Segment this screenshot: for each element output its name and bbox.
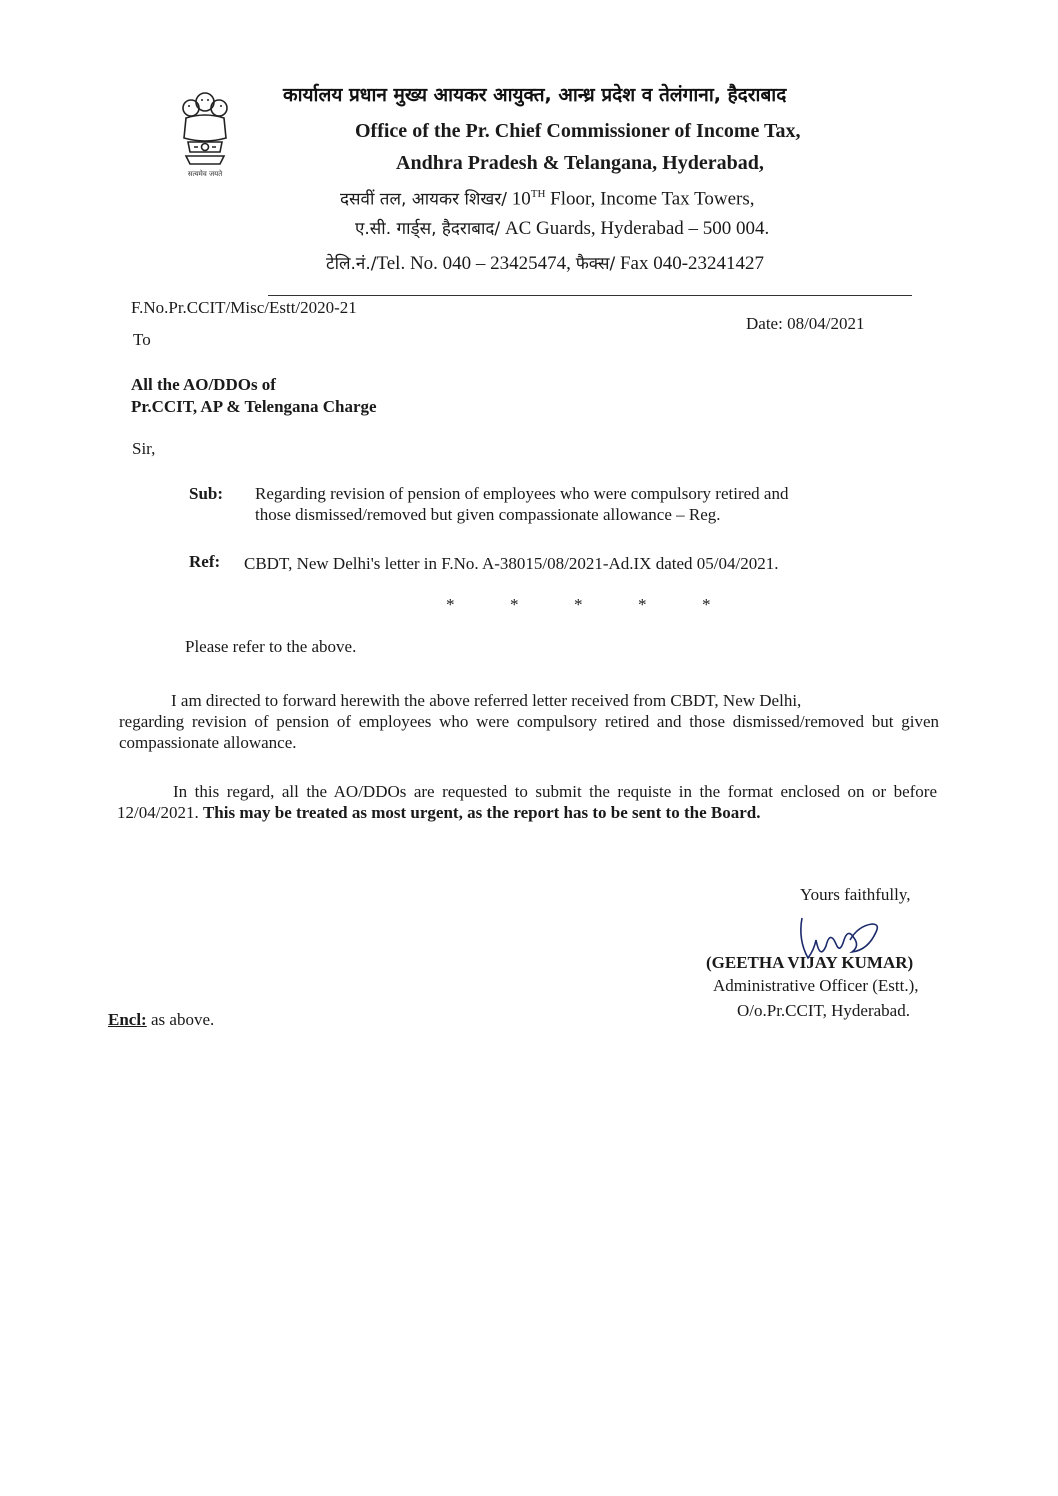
reference-label: Ref: bbox=[189, 552, 221, 571]
signatory-designation: Administrative Officer (Estt.), bbox=[713, 976, 919, 995]
emblem-icon bbox=[174, 84, 236, 184]
to-label: To bbox=[133, 330, 151, 349]
paragraph-2 bbox=[117, 781, 937, 823]
contact-line bbox=[326, 253, 764, 275]
office-title-english-line2: Andhra Pradesh & Telangana, Hyderabad, bbox=[396, 152, 764, 174]
addressee bbox=[131, 374, 377, 418]
tel-label-hindi: टेलि.नं./ bbox=[326, 254, 377, 274]
address-line2-english: AC Guards, Hyderabad – 500 004. bbox=[500, 218, 770, 239]
separator-star: * bbox=[702, 595, 711, 614]
emblem-motto: सत्यमेव जयते bbox=[187, 170, 223, 178]
paragraph-1 bbox=[119, 690, 939, 753]
paragraph-2-text: In this regard, all the AO/DDOs are requested to submit the requiste in the format enclosed on or before 12/04/2021. bbox=[117, 782, 937, 822]
address-line1-english: Floor, Income Tax Towers, bbox=[545, 188, 755, 210]
enclosure-note bbox=[108, 1009, 214, 1030]
enclosure-label: Encl: bbox=[108, 1010, 147, 1029]
salutation: Sir, bbox=[132, 439, 156, 458]
subject-line1: Regarding revision of pension of employees who were compulsory retired and bbox=[255, 484, 789, 503]
subject-line2: those dismissed/removed but given compassionate allowance – Reg. bbox=[255, 505, 721, 524]
subject-text bbox=[255, 483, 788, 525]
enclosure-text: as above. bbox=[146, 1010, 215, 1029]
address-floor-suffix: TH bbox=[530, 188, 546, 200]
separator-star: * bbox=[446, 595, 455, 614]
address-line1-hindi: दसवीं तल, आयकर शिखर/ bbox=[340, 189, 507, 210]
separator-stars bbox=[446, 594, 766, 615]
file-number: F.No.Pr.CCIT/Misc/Estt/2020-21 bbox=[131, 298, 357, 317]
signatory-office: O/o.Pr.CCIT, Hyderabad. bbox=[737, 1001, 910, 1020]
tel-number: Tel. No. 040 – 23425474, bbox=[376, 253, 576, 274]
office-title-english-line1: Office of the Pr. Chief Commissioner of Income Tax, bbox=[355, 120, 801, 142]
separator-star: * bbox=[638, 595, 647, 614]
addressee-line2: Pr.CCIT, AP & Telengana Charge bbox=[131, 397, 377, 416]
fax-label-hindi: फैक्स/ bbox=[575, 254, 616, 274]
address-line1 bbox=[340, 183, 755, 210]
address-line2 bbox=[355, 218, 769, 240]
reference-text: CBDT, New Delhi's letter in F.No. A-38015/08/2021-Ad.IX dated 05/04/2021. bbox=[244, 554, 779, 573]
separator-star: * bbox=[510, 595, 519, 614]
fax-number: Fax 040-23241427 bbox=[615, 253, 765, 274]
office-title-hindi: कार्यालय प्रधान मुख्य आयकर आयुक्त, आन्ध्र प्रदेश व तेलंगाना, हैदराबाद bbox=[283, 84, 787, 106]
addressee-line1: All the AO/DDOs of bbox=[131, 375, 276, 394]
national-emblem bbox=[174, 84, 236, 184]
header-divider bbox=[268, 295, 912, 296]
paragraph-1-first-line: I am directed to forward herewith the above referred letter received from CBDT, New Delhi, bbox=[171, 691, 802, 710]
subject-label: Sub: bbox=[189, 484, 224, 503]
closing: Yours faithfully, bbox=[800, 885, 911, 904]
please-refer-text: Please refer to the above. bbox=[185, 637, 357, 656]
address-line2-hindi: ए.सी. गार्ड्स, हैदराबाद/ bbox=[355, 219, 501, 239]
separator-star: * bbox=[574, 595, 583, 614]
paragraph-1-rest: regarding revision of pension of employees who were compulsory retired and those dismissed/removed but given compassionate allowance. bbox=[119, 712, 939, 752]
paragraph-2-urgent: This may be treated as most urgent, as the report has to be sent to the Board. bbox=[202, 803, 761, 822]
signatory-name: (GEETHA VIJAY KUMAR) bbox=[706, 953, 914, 972]
address-floor: 10 bbox=[511, 188, 531, 210]
letter-date: Date: 08/04/2021 bbox=[746, 314, 865, 333]
